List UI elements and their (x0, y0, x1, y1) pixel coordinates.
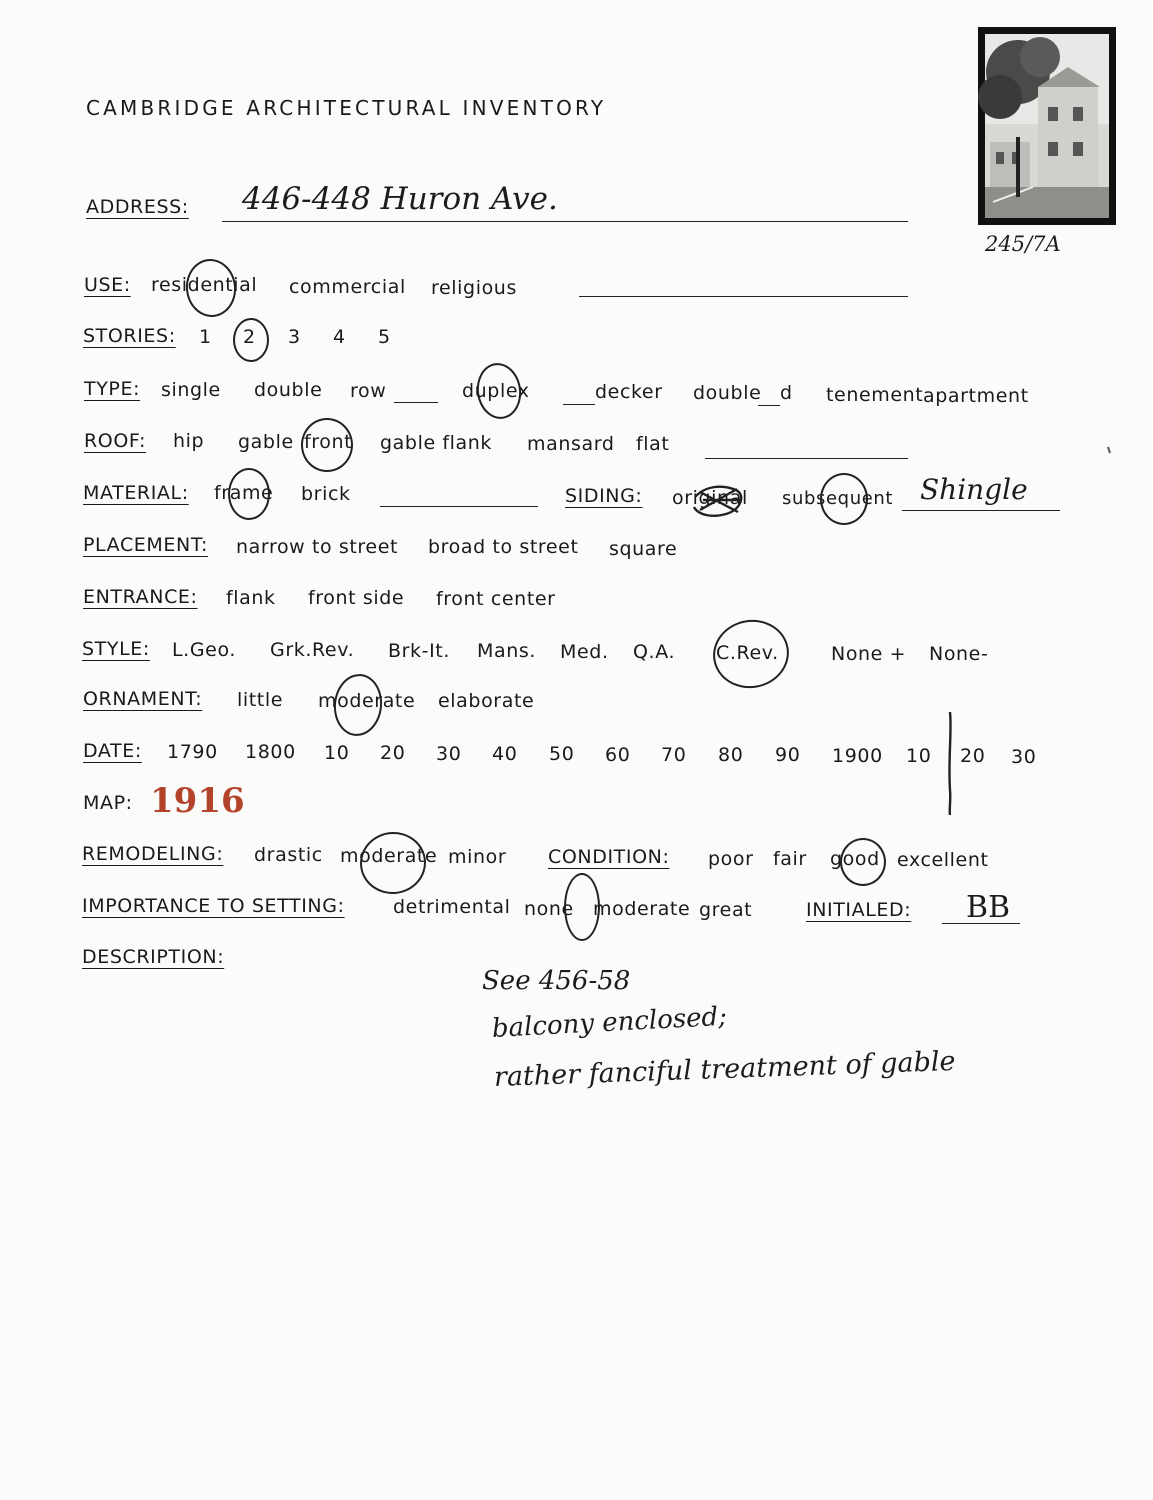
type-apartment: apartment (923, 385, 1029, 407)
date-1930: 30 (1011, 746, 1037, 768)
ornament-little: little (237, 689, 284, 711)
material-frame: frame (214, 482, 274, 504)
entrance-front-center: front center (436, 588, 556, 610)
style-none-minus: None- (929, 643, 989, 665)
stories-label: STORIES: (83, 325, 176, 347)
roof-flat: flat (636, 433, 670, 455)
description-line-1: See 456-58 (482, 966, 631, 996)
siding-handwritten: Shingle (920, 473, 1028, 506)
roof-label: ROOF: (84, 430, 146, 452)
date-50: 50 (549, 743, 575, 765)
condition-poor: poor (708, 848, 754, 870)
use-label: USE: (84, 274, 131, 296)
date-1910: 10 (906, 745, 932, 767)
placement-narrow: narrow to street (236, 536, 399, 558)
entrance-flank: flank (226, 587, 276, 609)
use-residential: residential (151, 274, 258, 296)
style-none-plus: None + (831, 643, 907, 665)
photo-reference: 245/7A (985, 232, 1061, 256)
ornament-elaborate: elaborate (438, 690, 535, 712)
material-label: MATERIAL: (83, 482, 189, 504)
date-label: DATE: (83, 740, 142, 762)
type-decker: decker (595, 381, 663, 403)
ornament-label: ORNAMENT: (83, 688, 203, 710)
type-row: row (350, 380, 387, 402)
importance-detrimental: detrimental (393, 896, 511, 918)
stories-5: 5 (378, 326, 391, 348)
type-tenement: tenement (826, 384, 924, 406)
map-value: 1916 (150, 781, 245, 821)
roof-hip: hip (173, 430, 205, 452)
type-label: TYPE: (84, 378, 141, 400)
type-single: single (161, 379, 221, 401)
style-qa: Q.A. (633, 641, 676, 663)
style-grkrev: Grk.Rev. (270, 639, 355, 661)
placement-square: square (609, 538, 678, 560)
description-line-3: rather fanciful treatment of gable (493, 1045, 957, 1093)
placement-label: PLACEMENT: (83, 534, 208, 556)
style-med: Med. (560, 641, 609, 663)
remodeling-moderate: moderate (340, 845, 438, 867)
importance-great: great (699, 899, 753, 921)
style-crev: C.Rev. (716, 642, 779, 664)
stories-2: 2 (243, 326, 256, 348)
date-60: 60 (605, 744, 631, 766)
date-bracket-mark (949, 712, 950, 815)
placement-broad: broad to street (428, 536, 579, 558)
remodeling-drastic: drastic (254, 844, 323, 866)
form-title: CAMBRIDGE ARCHITECTURAL INVENTORY (86, 96, 607, 120)
date-80: 80 (718, 744, 744, 766)
siding-original-scribble (694, 487, 741, 516)
remodeling-minor: minor (448, 846, 507, 868)
stories-4: 4 (333, 326, 346, 348)
condition-good: good (830, 848, 880, 870)
siding-subsequent: subsequent (782, 488, 894, 509)
description-label: DESCRIPTION: (82, 946, 225, 968)
date-30: 30 (436, 743, 462, 765)
importance-label: IMPORTANCE TO SETTING: (82, 895, 345, 917)
date-40: 40 (492, 743, 518, 765)
stories-1: 1 (199, 326, 212, 348)
use-commercial: commercial (289, 276, 406, 298)
condition-label: CONDITION: (548, 846, 670, 868)
stories-3: 3 (288, 326, 301, 348)
importance-moderate: moderate (593, 898, 691, 920)
style-lgeo: L.Geo. (172, 639, 236, 661)
date-1900: 1900 (832, 745, 883, 767)
condition-excellent: excellent (897, 849, 989, 871)
date-90: 90 (775, 744, 801, 766)
date-20: 20 (380, 742, 406, 764)
stray-mark (1108, 447, 1110, 453)
date-1790: 1790 (167, 741, 218, 763)
remodeling-label: REMODELING: (82, 843, 224, 865)
type-double: double (254, 379, 323, 401)
description-line-2: balcony enclosed; (491, 1001, 728, 1044)
roof-gable-flank: gable flank (380, 432, 493, 454)
type-double-decker: double (693, 382, 762, 404)
address-value: 446-448 Huron Ave. (242, 181, 558, 217)
style-mans: Mans. (477, 640, 537, 662)
style-brkit: Brk-It. (388, 640, 450, 662)
type-duplex: duplex (462, 380, 530, 402)
importance-none: none (524, 898, 574, 920)
use-religious: religious (431, 277, 517, 299)
address-label: ADDRESS: (86, 196, 189, 218)
date-1800: 1800 (245, 741, 296, 763)
style-label: STYLE: (82, 638, 150, 660)
roof-front: front (304, 431, 353, 453)
siding-label: SIDING: (565, 485, 643, 507)
initialed-label: INITIALED: (806, 899, 912, 921)
roof-mansard: mansard (527, 433, 615, 455)
date-70: 70 (661, 744, 687, 766)
condition-fair: fair (773, 848, 807, 870)
entrance-label: ENTRANCE: (83, 586, 198, 608)
type-double-decker-d: d (780, 382, 793, 404)
entrance-front-side: front side (308, 587, 405, 609)
ornament-moderate: moderate (318, 690, 416, 712)
date-1920: 20 (960, 745, 986, 767)
initialed-value: BB (966, 890, 1011, 925)
roof-gable: gable (238, 431, 294, 453)
siding-original: original (672, 487, 748, 509)
map-label: MAP: (83, 792, 133, 814)
date-10: 10 (324, 742, 350, 764)
material-brick: brick (301, 483, 351, 505)
